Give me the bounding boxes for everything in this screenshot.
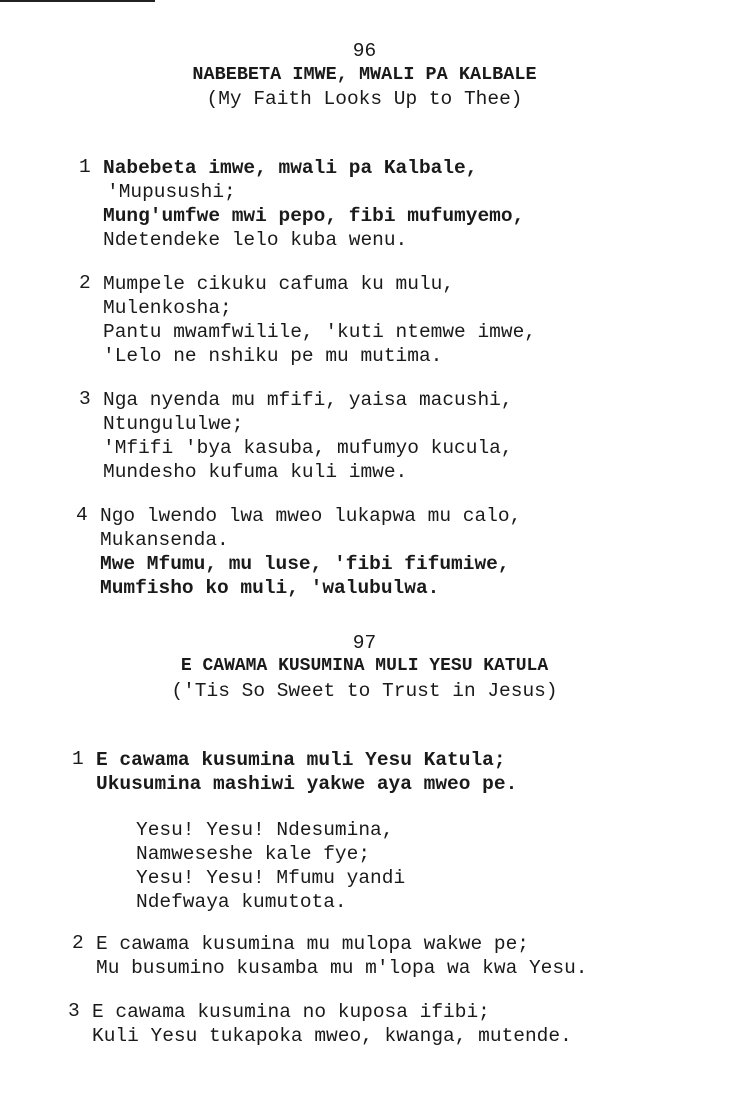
chorus-line: Yesu! Yesu! Mfumu yandi <box>136 867 406 889</box>
verse-line: Ndetendeke lelo kuba wenu. <box>103 229 408 251</box>
hymn-title: E CAWAMA KUSUMINA MULI YESU KATULA <box>180 656 549 676</box>
verse-line: 'Mfifi 'bya kasuba, mufumyo kucula, <box>103 437 513 459</box>
chorus-line: Yesu! Yesu! Ndesumina, <box>136 819 394 841</box>
verse <box>79 388 513 484</box>
verse-number: 3 <box>79 388 91 410</box>
verse-line: 'Lelo ne nshiku pe mu mutima. <box>103 345 443 367</box>
verse-line: E cawama kusumina mu mulopa wakwe pe; <box>96 933 529 955</box>
verse-line: 'Mupusushi; <box>107 181 236 203</box>
verse-line: Mumpele cikuku cafuma ku mulu, <box>103 273 455 295</box>
verse-line: Mukansenda. <box>100 529 229 551</box>
verse-number: 2 <box>79 272 91 294</box>
verse <box>79 156 525 252</box>
chorus <box>136 818 405 914</box>
hymn-title: NABEBETA IMWE, MWALI PA KALBALE <box>192 64 537 85</box>
verse <box>72 748 518 796</box>
chorus-line: Namweseshe kale fye; <box>136 843 371 865</box>
verse-line: Mwe Mfumu, mu luse, 'fibi fifumiwe, <box>100 553 510 575</box>
verse-line: Mulenkosha; <box>103 297 232 319</box>
verse-line: E cawama kusumina no kuposa ifibi; <box>92 1001 490 1023</box>
page-edge-line <box>0 0 155 2</box>
chorus-line: Ndefwaya kumutota. <box>136 891 347 913</box>
verse-line: Ngo lwendo lwa mweo lukapwa mu calo, <box>100 505 522 527</box>
verse-line: Mung'umfwe mwi pepo, fibi mufumyemo, <box>103 205 525 227</box>
hymn-subtitle: (My Faith Looks Up to Thee) <box>206 88 523 110</box>
hymn-subtitle: ('Tis So Sweet to Trust in Jesus) <box>171 680 558 702</box>
verse-line: Ntungululwe; <box>103 413 244 435</box>
verse <box>76 504 522 600</box>
hymn-number: 97 <box>352 632 377 654</box>
verse-number: 2 <box>72 932 84 954</box>
verse-line: Pantu mwamfwilile, 'kuti ntemwe imwe, <box>103 321 536 343</box>
verse-number: 1 <box>72 748 84 770</box>
verse-number: 3 <box>68 1000 80 1022</box>
verse-line: Mu busumino kusamba mu m'lopa wa kwa Yesu. <box>96 957 588 979</box>
verse-number: 4 <box>76 504 88 526</box>
verse-line: Kuli Yesu tukapoka mweo, kwanga, mutende. <box>92 1025 572 1047</box>
verse-number: 1 <box>79 156 91 178</box>
verse-line: Mumfisho ko muli, 'walubulwa. <box>100 577 440 599</box>
hymn-number: 96 <box>352 40 377 62</box>
verse <box>72 932 588 980</box>
verse-line: E cawama kusumina muli Yesu Katula; <box>96 749 506 771</box>
verse-line: Mundesho kufuma kuli imwe. <box>103 461 408 483</box>
verse-line: Ukusumina mashiwi yakwe aya mweo pe. <box>96 773 518 795</box>
verse-line: Nga nyenda mu mfifi, yaisa macushi, <box>103 389 513 411</box>
verse-line: Nabebeta imwe, mwali pa Kalbale, <box>103 157 478 179</box>
verse <box>68 1000 572 1048</box>
verse <box>79 272 536 368</box>
